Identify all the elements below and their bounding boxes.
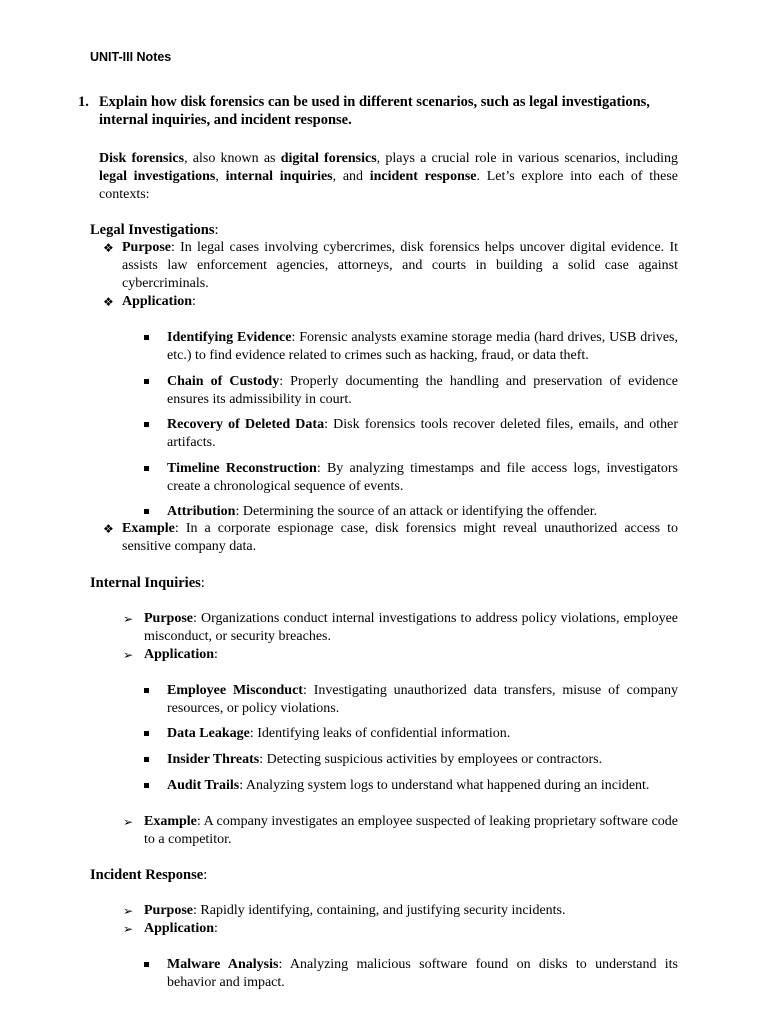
- list-item: Malware Analysis: Analyzing malicious software found on disks to understand its behavior and impact.: [144, 956, 678, 992]
- arrow-bullet-icon: ➢: [123, 904, 134, 918]
- intro-term-digital-forensics: digital forensics: [280, 151, 377, 166]
- square-bullet-icon: [144, 962, 149, 967]
- square-bullet-icon: [144, 466, 149, 471]
- arrow-bullet-icon: ➢: [123, 815, 134, 829]
- intro-term-incident: incident response: [369, 169, 477, 184]
- arrow-bullet-icon: ➢: [123, 612, 134, 626]
- section-heading-internal: Internal Inquiries:: [90, 575, 205, 591]
- section-heading-incident: Incident Response:: [90, 867, 208, 883]
- list-item: Employee Misconduct: Investigating unauthorized data transfers, misuse of company resources, or policy violations.: [144, 682, 678, 718]
- intro-term-disk-forensics: Disk forensics: [99, 151, 185, 166]
- question-text: Explain how disk forensics can be used in different scenarios, such as legal investigations, internal inquiries, and incident response.: [99, 94, 650, 128]
- arrow-bullet-icon: ➢: [123, 922, 134, 936]
- square-bullet-icon: [144, 757, 149, 762]
- square-bullet-icon: [144, 731, 149, 736]
- internal-purpose: ➢ Purpose: Organizations conduct internal investigations to address policy violations, employee misconduct, or security breaches.: [123, 611, 678, 644]
- list-item: Identifying Evidence: Forensic analysts examine storage media (hard drives, USB drives, etc.) to find evidence related to crimes such as hacking, fraud, or data theft.: [144, 329, 678, 365]
- legal-example: ❖ Example: In a corporate espionage case, disk forensics might reveal unauthorized access to sensitive company data.: [103, 521, 678, 554]
- arrow-bullet-icon: ➢: [123, 648, 134, 662]
- intro-term-internal: internal inquiries: [225, 169, 333, 184]
- legal-application: ❖ Application:: [103, 294, 196, 309]
- diamond-bullet-icon: ❖: [103, 522, 114, 536]
- legal-purpose: ❖ Purpose: In legal cases involving cybercrimes, disk forensics helps uncover digital evidence. It assists law enforcement agencies, attorneys, and courts in building a solid case against cybercriminals.: [103, 240, 678, 291]
- list-item: Chain of Custody: Properly documenting the handling and preservation of evidence ensures its admissibility in court.: [144, 373, 678, 409]
- incident-purpose: ➢ Purpose: Rapidly identifying, containing, and justifying security incidents.: [123, 903, 566, 918]
- diamond-bullet-icon: ❖: [103, 295, 114, 309]
- list-item: Attribution: Determining the source of an attack or identifying the offender.: [144, 503, 678, 521]
- list-item: Timeline Reconstruction: By analyzing timestamps and file access logs, investigators create a chronological sequence of events.: [144, 460, 678, 496]
- square-bullet-icon: [144, 379, 149, 384]
- list-item: Insider Threats: Detecting suspicious activities by employees or contractors.: [144, 751, 678, 769]
- incident-application: ➢ Application:: [123, 921, 218, 936]
- intro-paragraph: Disk forensics, also known as digital forensics, plays a crucial role in various scenarios, including legal investigations, internal inquiries, and incident response. Let’s explore into each of these contexts:: [99, 151, 679, 202]
- square-bullet-icon: [144, 422, 149, 427]
- section-heading-legal: Legal Investigations:: [90, 222, 219, 238]
- question-number: 1.: [78, 94, 89, 110]
- question: [78, 93, 678, 129]
- list-item: Recovery of Deleted Data: Disk forensics tools recover deleted files, emails, and other artifacts.: [144, 416, 678, 452]
- page-header: UNIT-III Notes: [90, 50, 172, 64]
- diamond-bullet-icon: ❖: [103, 241, 114, 255]
- list-item: Audit Trails: Analyzing system logs to understand what happened during an incident.: [144, 777, 678, 795]
- square-bullet-icon: [144, 783, 149, 788]
- square-bullet-icon: [144, 335, 149, 340]
- square-bullet-icon: [144, 509, 149, 514]
- internal-example: ➢ Example: A company investigates an employee suspected of leaking proprietary software code to a competitor.: [123, 814, 678, 847]
- intro-term-legal: legal investigations: [99, 169, 216, 184]
- square-bullet-icon: [144, 688, 149, 693]
- list-item: Data Leakage: Identifying leaks of confidential information.: [144, 725, 678, 743]
- internal-application: ➢ Application:: [123, 647, 218, 662]
